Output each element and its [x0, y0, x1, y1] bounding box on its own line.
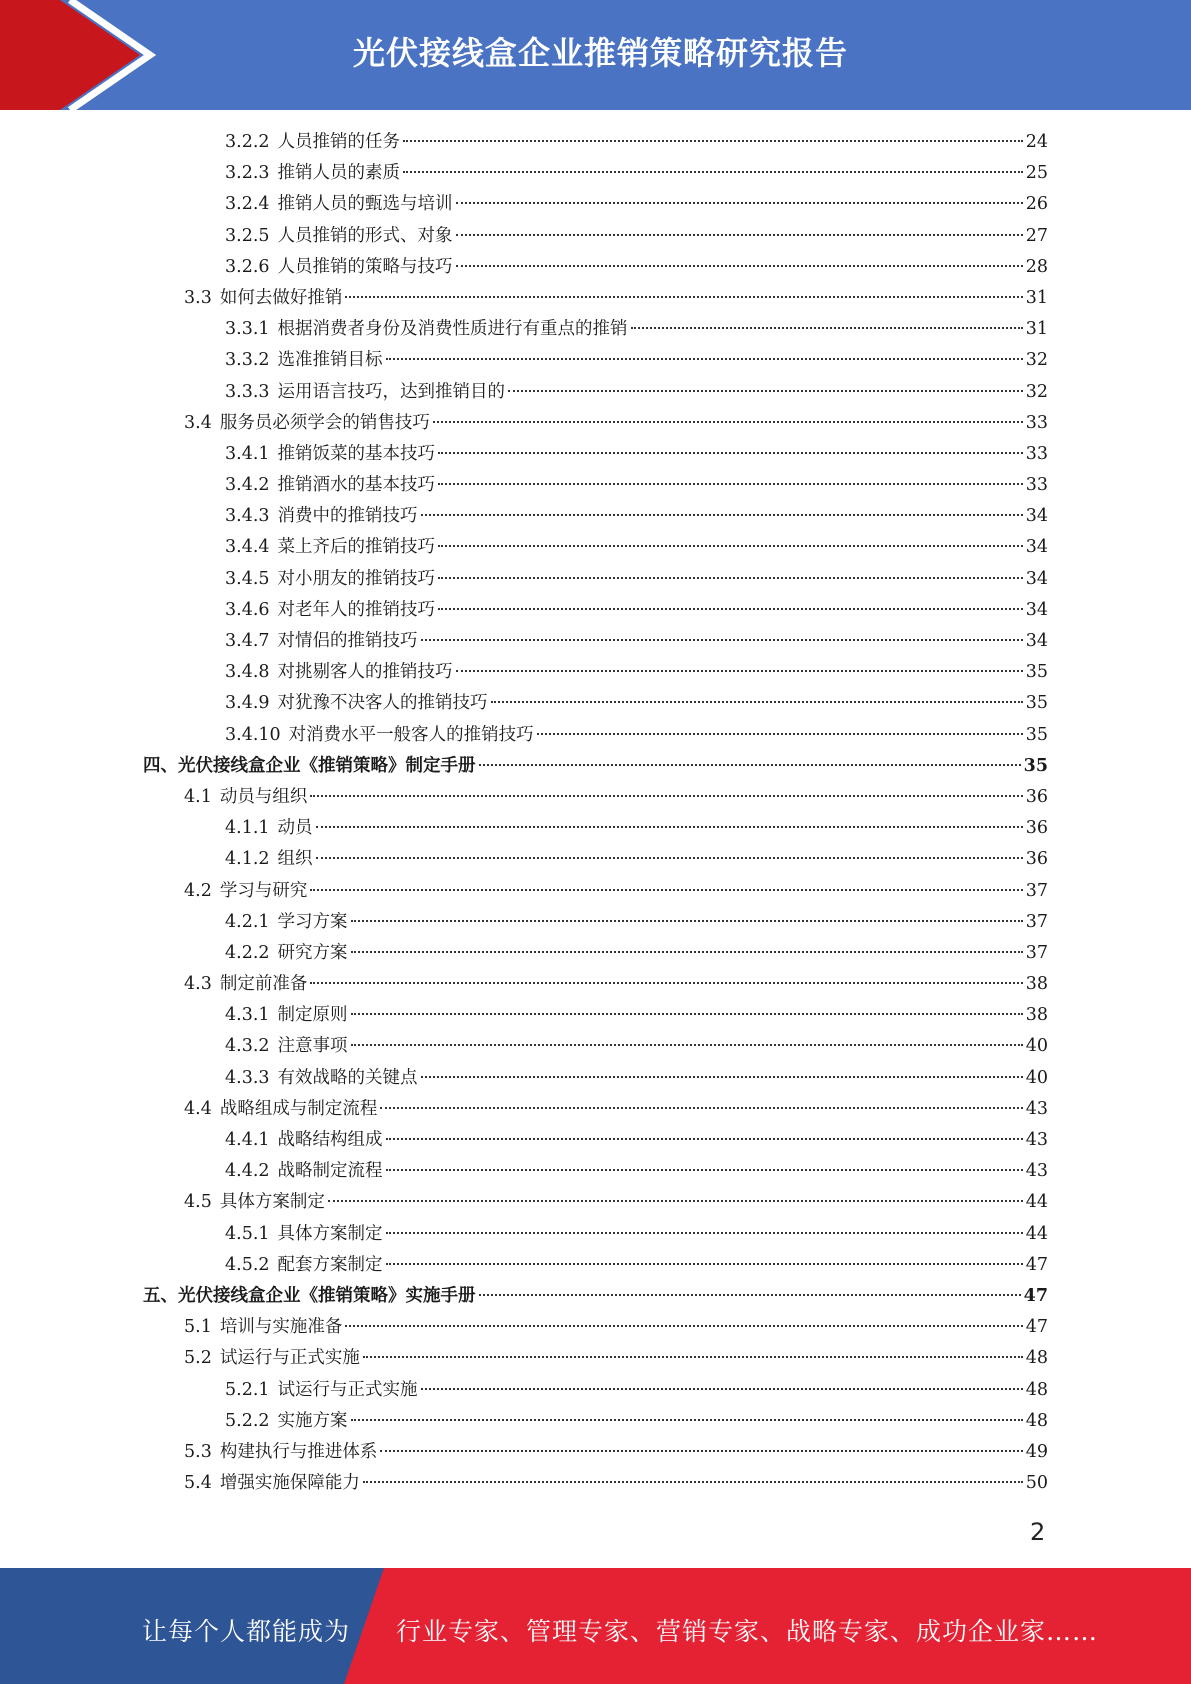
toc-entry-number: 3.4.4 — [225, 537, 270, 558]
page-footer — [0, 1568, 1191, 1684]
toc-dot-leader — [456, 202, 1023, 204]
toc-entry[interactable] — [143, 1282, 1048, 1313]
footer-slogan-left: 让每个人都能成为 — [142, 1617, 351, 1646]
toc-entry-title: 具体方案制定 — [277, 1223, 383, 1244]
toc-entry-page: 44 — [1025, 1223, 1048, 1244]
toc-dot-leader — [386, 1232, 1023, 1234]
toc-entry[interactable] — [143, 471, 1048, 502]
toc-entry[interactable] — [143, 315, 1048, 346]
toc-entry-number: 3.4 — [184, 412, 212, 433]
toc-dot-leader — [421, 514, 1023, 516]
toc-entry-page: 37 — [1025, 911, 1048, 932]
toc-entry[interactable] — [143, 1032, 1048, 1063]
toc-entry-title: 组织 — [277, 849, 313, 870]
toc-entry-number: 5.3 — [184, 1441, 212, 1462]
toc-entry-title: 制定原则 — [277, 1005, 348, 1026]
toc-entry[interactable] — [143, 939, 1048, 970]
toc-entry[interactable] — [143, 783, 1048, 814]
toc-entry[interactable] — [143, 1188, 1048, 1219]
toc-entry-page: 50 — [1025, 1473, 1048, 1494]
toc-entry-title: 推销人员的甄选与培训 — [277, 194, 453, 215]
toc-entry[interactable] — [143, 409, 1048, 440]
toc-entry-number: 4.2 — [184, 880, 212, 901]
toc-dot-leader — [479, 764, 1021, 766]
toc-entry-number: 4.4.2 — [225, 1161, 270, 1182]
toc-dot-leader — [631, 327, 1023, 329]
toc-entry-number: 5.1 — [184, 1317, 212, 1338]
toc-dot-leader — [351, 1419, 1023, 1421]
toc-entry-number: 4.5.1 — [225, 1223, 270, 1244]
toc-entry[interactable] — [143, 1407, 1048, 1438]
toc-entry[interactable] — [143, 845, 1048, 876]
toc-entry[interactable] — [143, 1313, 1048, 1344]
toc-entry-page: 38 — [1025, 1005, 1048, 1026]
toc-entry-title: 服务员必须学会的销售技巧 — [219, 412, 430, 433]
toc-entry[interactable] — [143, 1469, 1048, 1500]
toc-entry-title: 运用语言技巧，达到推销目的 — [277, 381, 506, 402]
toc-entry-page: 34 — [1025, 599, 1048, 620]
toc-entry-page: 49 — [1025, 1441, 1048, 1462]
toc-dot-leader — [438, 608, 1023, 610]
toc-entry[interactable] — [143, 877, 1048, 908]
toc-entry-page: 36 — [1025, 818, 1048, 839]
toc-entry-page: 33 — [1025, 412, 1048, 433]
toc-entry-page: 31 — [1025, 319, 1048, 340]
toc-entry-number: 3.4.1 — [225, 443, 270, 464]
toc-dot-leader — [456, 670, 1023, 672]
toc-entry[interactable] — [143, 1251, 1048, 1282]
toc-dot-leader — [491, 701, 1023, 703]
toc-entry-title: 试运行与正式实施 — [219, 1348, 360, 1369]
toc-entry-page: 48 — [1025, 1379, 1048, 1400]
toc-entry-page: 32 — [1025, 381, 1048, 402]
toc-entry-title: 战略制定流程 — [277, 1161, 383, 1182]
toc-entry[interactable] — [143, 627, 1048, 658]
toc-entry-number: 4.5 — [184, 1192, 212, 1213]
toc-entry-page: 33 — [1025, 443, 1048, 464]
toc-entry[interactable] — [143, 565, 1048, 596]
toc-entry-title: 动员与组织 — [219, 786, 308, 807]
toc-entry-page: 43 — [1025, 1130, 1048, 1150]
toc-dot-leader — [537, 733, 1023, 735]
toc-entry-title: 学习方案 — [277, 911, 348, 932]
toc-entry[interactable] — [143, 814, 1048, 845]
toc-entry-number: 3.2.5 — [225, 225, 270, 246]
page-header — [0, 0, 1191, 110]
toc-entry-number: 4.1.1 — [225, 818, 270, 839]
toc-entry-number: 4.3 — [184, 974, 212, 995]
toc-dot-leader — [438, 483, 1023, 485]
toc-dot-leader — [363, 1356, 1023, 1358]
toc-entry[interactable] — [143, 222, 1048, 253]
toc-entry-page: 37 — [1025, 942, 1048, 963]
toc-entry-title: 根据消费者身份及消费性质进行有重点的推销 — [277, 319, 628, 340]
toc-entry-title: 人员推销的策略与技巧 — [277, 256, 453, 277]
toc-entry-title: 对老年人的推销技巧 — [277, 599, 436, 620]
toc-entry-number: 4.2.1 — [225, 911, 270, 932]
toc-entry-title: 光伏接线盒企业《推销策略》制定手册 — [178, 755, 476, 776]
toc-entry-page: 47 — [1023, 1285, 1048, 1306]
toc-entry-page: 35 — [1025, 662, 1048, 683]
toc-dot-leader — [386, 1138, 1023, 1140]
toc-entry-title: 动员 — [277, 818, 313, 839]
toc-dot-leader — [310, 889, 1022, 891]
toc-dot-leader — [386, 358, 1023, 360]
toc-entry-title: 培训与实施准备 — [219, 1317, 343, 1338]
toc-entry[interactable] — [143, 1064, 1048, 1095]
toc-dot-leader — [438, 452, 1023, 454]
toc-entry-title: 对挑剔客人的推销技巧 — [277, 662, 453, 683]
toc-dot-leader — [421, 639, 1023, 641]
toc-dot-leader — [328, 1200, 1023, 1202]
toc-entry-title: 推销饭菜的基本技巧 — [277, 443, 436, 464]
toc-entry[interactable] — [143, 533, 1048, 564]
toc-entry-page: 44 — [1025, 1192, 1048, 1213]
toc-entry-title: 对消费水平一般客人的推销技巧 — [288, 724, 534, 745]
toc-dot-leader — [316, 826, 1023, 828]
toc-entry-page: 34 — [1025, 568, 1048, 589]
toc-entry-number: 4.4 — [184, 1098, 212, 1119]
toc-dot-leader — [403, 140, 1023, 142]
toc-dot-leader — [386, 1263, 1023, 1265]
report-title: 光伏接线盒企业推销策略研究报告 — [352, 34, 848, 72]
toc-entry-number: 3.3 — [184, 287, 212, 308]
toc-entry-title: 菜上齐后的推销技巧 — [277, 537, 436, 558]
toc-entry[interactable] — [143, 440, 1048, 471]
toc-entry-page: 35 — [1023, 755, 1048, 776]
toc-dot-leader — [363, 1481, 1023, 1483]
toc-entry[interactable] — [143, 1438, 1048, 1469]
toc-entry-number: 3.4.7 — [225, 631, 270, 651]
toc-entry-number: 3.2.6 — [225, 256, 270, 277]
toc-dot-leader — [345, 296, 1022, 298]
toc-entry[interactable] — [143, 721, 1048, 752]
toc-entry-number: 3.4.6 — [225, 599, 270, 620]
toc-entry-number: 5.2.1 — [225, 1379, 270, 1400]
toc-entry-number: 5.4 — [184, 1473, 212, 1494]
toc-entry-page: 35 — [1025, 693, 1048, 714]
toc-entry[interactable] — [143, 159, 1048, 190]
toc-entry-page: 40 — [1025, 1036, 1048, 1057]
toc-dot-leader — [433, 421, 1023, 423]
toc-entry-number: 3.4.8 — [225, 662, 270, 683]
toc-entry-page: 33 — [1025, 475, 1048, 496]
toc-entry[interactable] — [143, 502, 1048, 533]
toc-entry-title: 注意事项 — [277, 1036, 348, 1057]
toc-entry-title: 对情侣的推销技巧 — [277, 631, 418, 651]
toc-entry-number: 3.3.1 — [225, 319, 270, 340]
toc-entry-page: 47 — [1025, 1317, 1048, 1338]
toc-entry[interactable] — [143, 346, 1048, 377]
toc-entry-page: 25 — [1025, 163, 1048, 184]
toc-entry-page: 43 — [1025, 1098, 1048, 1119]
toc-entry-title: 如何去做好推销 — [219, 287, 343, 308]
toc-dot-leader — [456, 265, 1023, 267]
toc-dot-leader — [380, 1450, 1022, 1452]
toc-entry-number: 4.3.2 — [225, 1036, 270, 1057]
toc-dot-leader — [421, 1076, 1023, 1078]
toc-entry-number: 4.1.2 — [225, 849, 270, 870]
toc-entry-title: 选准推销目标 — [277, 350, 383, 371]
toc-entry-number: 4.5.2 — [225, 1254, 270, 1275]
toc-entry-title: 光伏接线盒企业《推销策略》实施手册 — [178, 1285, 476, 1306]
toc-entry-title: 增强实施保障能力 — [219, 1473, 360, 1494]
toc-entry-page: 36 — [1025, 786, 1048, 807]
toc-entry-number: 3.2.4 — [225, 194, 270, 215]
toc-entry[interactable] — [143, 284, 1048, 315]
toc-entry-page: 28 — [1025, 256, 1048, 277]
toc-entry-number: 3.2.2 — [225, 132, 270, 152]
toc-entry-page: 38 — [1025, 974, 1048, 995]
toc-entry-page: 40 — [1025, 1067, 1048, 1088]
toc-entry-title: 学习与研究 — [219, 880, 308, 901]
toc-entry[interactable] — [143, 752, 1048, 783]
toc-entry-number: 3.2.3 — [225, 163, 270, 184]
toc-dot-leader — [456, 234, 1023, 236]
toc-entry-number: 五、 — [143, 1285, 178, 1306]
toc-entry-title: 有效战略的关键点 — [277, 1067, 418, 1088]
toc-dot-leader — [438, 545, 1023, 547]
toc-entry-page: 34 — [1025, 631, 1048, 651]
toc-entry-title: 战略结构组成 — [277, 1130, 383, 1150]
toc-entry-number: 4.3.1 — [225, 1005, 270, 1026]
toc-entry[interactable] — [143, 378, 1048, 409]
toc-entry-page: 27 — [1025, 225, 1048, 246]
toc-entry-number: 3.4.10 — [225, 724, 281, 745]
toc-entry-number: 3.4.3 — [225, 506, 270, 527]
toc-entry[interactable] — [143, 1157, 1048, 1188]
toc-entry-number: 四、 — [143, 755, 178, 776]
toc-entry-page: 48 — [1025, 1410, 1048, 1431]
toc-entry-page: 47 — [1025, 1254, 1048, 1275]
toc-entry[interactable] — [143, 596, 1048, 627]
toc-entry-title: 推销酒水的基本技巧 — [277, 475, 436, 496]
toc-entry-title: 战略组成与制定流程 — [219, 1098, 378, 1119]
toc-entry-page: 26 — [1025, 194, 1048, 215]
toc-entry[interactable] — [143, 908, 1048, 939]
toc-entry-title: 对小朋友的推销技巧 — [277, 568, 436, 589]
toc-dot-leader — [508, 390, 1023, 392]
toc-dot-leader — [345, 1325, 1022, 1327]
toc-entry-title: 消费中的推销技巧 — [277, 506, 418, 527]
toc-entry[interactable] — [143, 1344, 1048, 1375]
toc-dot-leader — [403, 171, 1023, 173]
toc-dot-leader — [386, 1169, 1023, 1171]
toc-entry[interactable] — [143, 1095, 1048, 1126]
toc-entry-page: 34 — [1025, 537, 1048, 558]
toc-entry[interactable] — [143, 253, 1048, 284]
toc-entry[interactable] — [143, 1220, 1048, 1251]
toc-entry-number: 4.1 — [184, 786, 212, 807]
toc-entry-number: 4.2.2 — [225, 942, 270, 963]
toc-entry-number: 3.3.2 — [225, 350, 270, 371]
toc-entry-title: 推销人员的素质 — [277, 163, 401, 184]
toc-entry[interactable] — [143, 190, 1048, 221]
toc-dot-leader — [421, 1388, 1023, 1390]
toc-entry-title: 构建执行与推进体系 — [219, 1441, 378, 1462]
footer-slogan-right: 行业专家、管理专家、营销专家、战略专家、成功企业家…… — [396, 1617, 1099, 1646]
toc-entry-page: 35 — [1025, 724, 1048, 745]
toc-dot-leader — [310, 795, 1022, 797]
toc-entry-page: 24 — [1025, 132, 1048, 152]
toc-dot-leader — [479, 1294, 1021, 1296]
toc-entry-page: 37 — [1025, 880, 1048, 901]
toc-entry[interactable] — [143, 1001, 1048, 1032]
toc-entry[interactable] — [143, 689, 1048, 720]
toc-entry-title: 制定前准备 — [219, 974, 308, 995]
toc-entry-number: 5.2.2 — [225, 1410, 270, 1431]
toc-entry-page: 48 — [1025, 1348, 1048, 1369]
toc-entry[interactable] — [143, 970, 1048, 1001]
toc-entry-number: 4.3.3 — [225, 1067, 270, 1088]
toc-entry-page: 32 — [1025, 350, 1048, 371]
page-number: 2 — [1030, 1518, 1046, 1546]
toc-entry-number: 4.4.1 — [225, 1130, 270, 1150]
toc-entry[interactable] — [143, 1126, 1048, 1157]
toc-dot-leader — [310, 982, 1022, 984]
toc-entry-number: 3.4.5 — [225, 568, 270, 589]
toc-dot-leader — [351, 1044, 1023, 1046]
toc-entry-title: 实施方案 — [277, 1410, 348, 1431]
toc-entry[interactable] — [143, 658, 1048, 689]
toc-entry-number: 3.4.9 — [225, 693, 270, 714]
toc-dot-leader — [351, 951, 1023, 953]
toc-entry-title: 具体方案制定 — [219, 1192, 325, 1213]
toc-entry-title: 人员推销的任务 — [277, 132, 401, 152]
toc-entry-number: 5.2 — [184, 1348, 212, 1369]
toc-dot-leader — [380, 1107, 1022, 1109]
toc-dot-leader — [316, 857, 1023, 859]
toc-dot-leader — [438, 577, 1023, 579]
toc-entry-page: 31 — [1025, 287, 1048, 308]
toc-entry-title: 试运行与正式实施 — [277, 1379, 418, 1400]
toc-dot-leader — [351, 920, 1023, 922]
toc-entry-title: 对犹豫不决客人的推销技巧 — [277, 693, 488, 714]
toc-entry-page: 34 — [1025, 506, 1048, 527]
toc-entry-number: 3.4.2 — [225, 475, 270, 496]
toc-entry[interactable] — [143, 1376, 1048, 1407]
toc-entry-title: 配套方案制定 — [277, 1254, 383, 1275]
toc-entry-title: 人员推销的形式、对象 — [277, 225, 453, 246]
toc-entry-page: 36 — [1025, 849, 1048, 870]
toc-dot-leader — [351, 1013, 1023, 1015]
toc-entry[interactable] — [143, 128, 1048, 159]
toc-entry-title: 研究方案 — [277, 942, 348, 963]
table-of-contents — [143, 128, 1048, 1500]
toc-entry-number: 3.3.3 — [225, 381, 270, 402]
toc-entry-page: 43 — [1025, 1161, 1048, 1182]
